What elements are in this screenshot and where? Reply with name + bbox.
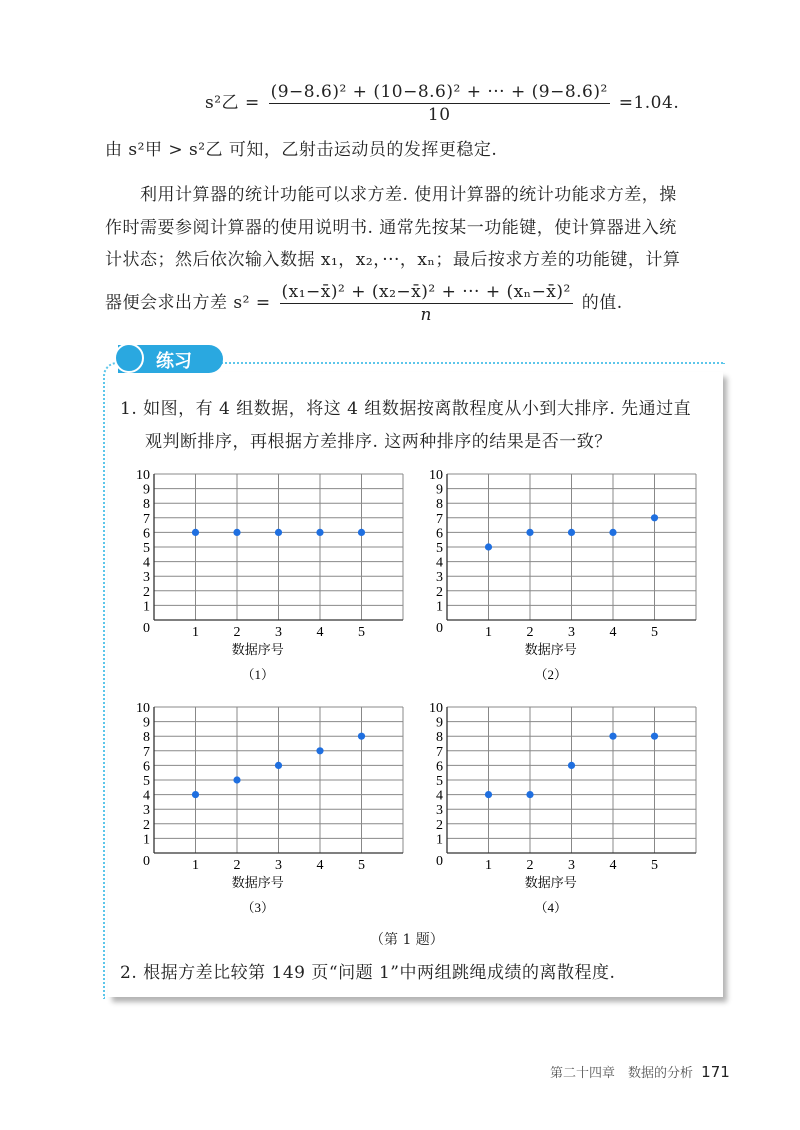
formula-lhs: s²乙 = <box>205 93 260 113</box>
data-point <box>526 529 533 536</box>
y-tick-label: 6 <box>143 526 150 542</box>
paragraph-line: 计状态；然后依次输入数据 x₁，x₂，···，xₙ；最后按求方差的功能键，计算 <box>105 250 681 270</box>
y-tick-label: 2 <box>436 817 443 833</box>
x-tick-label: 4 <box>316 858 324 873</box>
x-tick-label: 4 <box>609 858 617 873</box>
x-tick-label: 3 <box>275 625 282 640</box>
y-tick-label: 5 <box>436 774 443 789</box>
data-point <box>568 762 575 769</box>
x-axis-label: 数据序号 <box>231 875 284 890</box>
chart-caption: （3） <box>241 900 275 915</box>
data-point <box>651 733 658 740</box>
y-tick-label: 7 <box>143 744 150 760</box>
data-point <box>651 514 658 521</box>
y-tick-label: 4 <box>143 788 150 804</box>
x-tick-label: 2 <box>526 858 534 873</box>
y-tick-label: 6 <box>436 759 443 775</box>
x-tick-label: 5 <box>358 858 365 873</box>
y-tick-label: 5 <box>436 541 443 556</box>
x-tick-label: 3 <box>568 625 575 640</box>
y-tick-label: 3 <box>436 803 443 819</box>
data-point <box>568 529 575 536</box>
y-tick-label: 3 <box>143 570 150 586</box>
y-tick-label: 0 <box>143 621 150 636</box>
question-1-line1: 1. 如图，有 4 组数据，将这 4 组数据按离散程度从小到大排序. 先通过直 <box>120 399 692 419</box>
data-point <box>192 529 199 536</box>
x-tick-label: 1 <box>192 625 199 640</box>
data-point <box>275 529 282 536</box>
y-tick-label: 10 <box>429 701 443 716</box>
data-point <box>526 791 533 798</box>
x-tick-label: 3 <box>568 858 575 873</box>
data-point <box>485 543 492 550</box>
y-tick-label: 0 <box>143 854 150 869</box>
x-tick-label: 1 <box>485 625 492 640</box>
y-tick-label: 4 <box>143 555 150 571</box>
y-tick-label: 0 <box>436 621 443 636</box>
y-tick-label: 4 <box>436 555 443 571</box>
x-tick-label: 4 <box>316 625 324 640</box>
data-point <box>192 791 199 798</box>
y-tick-label: 8 <box>143 497 150 513</box>
y-tick-label: 8 <box>436 497 443 513</box>
y-tick-label: 7 <box>143 511 150 527</box>
y-tick-label: 4 <box>436 788 443 804</box>
formula-numerator: (9−8.6)² + (10−8.6)² + ··· + (9−8.6)² <box>270 82 608 102</box>
x-axis-label: 数据序号 <box>231 642 284 657</box>
chapter-title: 第二十四章 数据的分析 <box>550 1066 694 1081</box>
x-tick-label: 2 <box>233 625 241 640</box>
paragraph-prefix: 器便会求出方差 s² = <box>105 293 271 313</box>
y-tick-label: 7 <box>436 744 443 760</box>
y-tick-label: 5 <box>143 541 150 556</box>
formula-denominator: 10 <box>427 105 451 125</box>
data-point <box>233 776 240 783</box>
data-point <box>609 529 616 536</box>
y-tick-label: 3 <box>143 803 150 819</box>
y-tick-label: 2 <box>143 817 150 833</box>
y-tick-label: 3 <box>436 570 443 586</box>
y-tick-label: 9 <box>436 715 443 731</box>
x-tick-label: 2 <box>233 858 241 873</box>
question-2: 2. 根据方差比较第 149 页“问题 1”中两组跳绳成绩的离散程度. <box>120 963 616 983</box>
y-tick-label: 2 <box>143 584 150 600</box>
x-tick-label: 5 <box>358 625 365 640</box>
y-tick-label: 8 <box>143 730 150 746</box>
y-tick-label: 8 <box>436 730 443 746</box>
x-tick-label: 5 <box>651 858 658 873</box>
paragraph-line: 利用计算器的统计功能可以求方差. 使用计算器的统计功能求方差，操 <box>140 185 677 205</box>
data-point <box>316 747 323 754</box>
y-tick-label: 1 <box>143 599 150 615</box>
variance-denominator: n <box>420 305 432 325</box>
y-tick-label: 10 <box>136 468 150 483</box>
data-point <box>275 762 282 769</box>
variance-numerator: (x₁−x̄)² + (x₂−x̄)² + ··· + (xₙ−x̄)² <box>281 282 571 302</box>
x-axis-label: 数据序号 <box>524 875 577 890</box>
page-number: 171 <box>701 1063 730 1081</box>
x-tick-label: 1 <box>485 858 492 873</box>
y-tick-label: 1 <box>436 599 443 615</box>
data-point <box>609 733 616 740</box>
conclusion-text: 由 s²甲 > s²乙 可知，乙射击运动员的发挥更稳定. <box>105 140 498 160</box>
y-tick-label: 10 <box>136 701 150 716</box>
page-footer <box>550 1062 730 1081</box>
paragraph-suffix: 的值. <box>581 293 623 313</box>
x-axis-label: 数据序号 <box>524 642 577 657</box>
data-point <box>485 791 492 798</box>
data-point <box>358 529 365 536</box>
y-tick-label: 0 <box>436 854 443 869</box>
paragraph-line: 作时需要参阅计算器的使用说明书. 通常先按某一功能键，使计算器进入统 <box>105 218 677 238</box>
exercise-badge-label: 练习 <box>156 351 192 372</box>
figure-caption: （第 1 题） <box>370 932 444 948</box>
x-tick-label: 1 <box>192 858 199 873</box>
y-tick-label: 6 <box>143 759 150 775</box>
y-tick-label: 1 <box>436 832 443 848</box>
chart-caption: （1） <box>241 667 275 682</box>
formula-result: =1.04. <box>618 93 680 113</box>
y-tick-label: 10 <box>429 468 443 483</box>
x-tick-label: 5 <box>651 625 658 640</box>
data-point <box>358 733 365 740</box>
y-tick-label: 6 <box>436 526 443 542</box>
x-tick-label: 3 <box>275 858 282 873</box>
data-point <box>233 529 240 536</box>
y-tick-label: 9 <box>143 715 150 731</box>
x-tick-label: 4 <box>609 625 617 640</box>
y-tick-label: 1 <box>143 832 150 848</box>
chart-caption: （2） <box>534 667 568 682</box>
y-tick-label: 2 <box>436 584 443 600</box>
x-tick-label: 2 <box>526 625 534 640</box>
chart-caption: （4） <box>534 900 568 915</box>
y-tick-label: 9 <box>143 482 150 498</box>
y-tick-label: 5 <box>143 774 150 789</box>
y-tick-label: 7 <box>436 511 443 527</box>
question-1-line2: 观判断排序，再根据方差排序. 这两种排序的结果是否一致？ <box>145 432 612 452</box>
y-tick-label: 9 <box>436 482 443 498</box>
data-point <box>316 529 323 536</box>
